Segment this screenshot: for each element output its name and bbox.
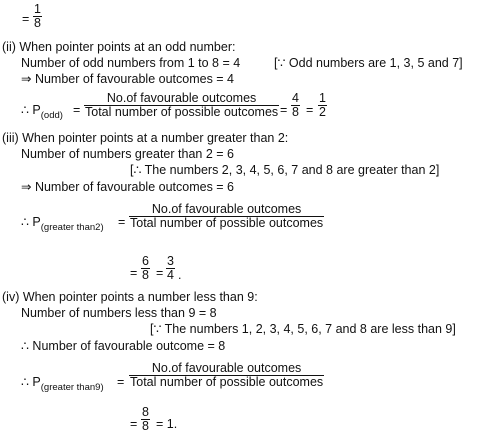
part-ii-result-2-denominator: 2	[319, 105, 326, 119]
part-iv-count: Number of numbers less than 9 = 8	[21, 306, 217, 320]
part-iii-result-2-numerator: 3	[167, 254, 174, 268]
part-iv-equals-r: =	[130, 417, 138, 431]
part-iii-equals-r1: =	[130, 266, 138, 280]
part-iii-result-fraction-1	[141, 255, 150, 282]
part-iii-equals-1: =	[118, 215, 126, 229]
part-iii-note: [∴ The numbers 2, 3, 4, 5, 6, 7 and 8 are greater than 2]	[130, 163, 440, 177]
part-ii-result-fraction-2	[318, 92, 327, 119]
part-ii-formula-fraction	[84, 92, 279, 119]
part-iii-result-1-denominator: 8	[142, 268, 149, 282]
part-ii-result-1-denominator: 8	[292, 105, 299, 119]
part-iv-result-denominator: 8	[142, 419, 149, 433]
part-iv-note: [∵ The numbers 1, 2, 3, 4, 5, 6, 7 and 8 are less than 9]	[150, 322, 456, 336]
part-ii-result-2-numerator: 1	[319, 91, 326, 105]
part-iii-equals-r2: =	[156, 266, 164, 280]
part-iv-equals-1: =	[117, 375, 125, 389]
part-ii-result-fraction-1	[291, 92, 300, 119]
part-iv-favourable: ∴ Number of favourable outcome = 8	[21, 339, 226, 353]
part-ii-equals-3: =	[306, 103, 314, 117]
part-iii-result-1-numerator: 6	[142, 254, 149, 268]
part-ii-equals-1: =	[73, 103, 81, 117]
part-iv-result-numerator: 8	[142, 405, 149, 419]
part-ii-result-1-numerator: 4	[292, 91, 299, 105]
part-ii-favourable: ⇒ Number of favourable outcomes = 4	[21, 72, 235, 86]
part-iv-result-fraction	[141, 406, 150, 433]
part-iii-count: Number of numbers greater than 2 = 6	[21, 147, 234, 161]
part-ii-heading: (ii) When pointer points at an odd number:	[2, 40, 236, 54]
part-iv-formula-denominator: Total number of possible outcomes	[130, 375, 324, 389]
part-iv-result: = 1.	[156, 417, 178, 431]
part-ii-formula-numerator: No.of favourable outcomes	[84, 92, 279, 106]
part-iv-formula-fraction	[129, 362, 324, 389]
part-iii-result-fraction-2	[166, 255, 175, 282]
part-ii-probability-label: ∴ $P_{(odd)}$	[21, 103, 63, 121]
part-iii-favourable: ⇒ Number of favourable outcomes = 6	[21, 180, 235, 194]
part-iii-probability-label: ∴ $P_{(greater than2)}$	[21, 215, 104, 233]
part-iii-heading: (iii) When pointer points at a number greater than 2:	[2, 131, 289, 145]
part-iv-heading: (iv) When pointer points a number less than 9:	[2, 290, 258, 304]
intro-equals: =	[22, 12, 30, 26]
part-iii-formula-denominator: Total number of possible outcomes	[130, 216, 324, 230]
intro-fraction	[33, 3, 42, 30]
part-iii-period: .	[178, 268, 182, 282]
intro-fraction-numerator: 1	[34, 2, 41, 16]
part-iv-probability-label: ∴ $P_{(greater than9)}$	[21, 375, 104, 393]
part-iv-formula-numerator: No.of favourable outcomes	[129, 362, 324, 376]
intro-fraction-denominator: 8	[34, 16, 41, 30]
part-ii-note: [∵ Odd numbers are 1, 3, 5 and 7]	[274, 56, 463, 70]
part-ii-count: Number of odd numbers from 1 to 8 = 4	[21, 56, 241, 70]
part-ii-formula-denominator: Total number of possible outcomes	[85, 105, 279, 119]
part-iii-formula-numerator: No.of favourable outcomes	[129, 203, 324, 217]
part-iii-result-2-denominator: 4	[167, 268, 174, 282]
part-ii-equals-2: =	[280, 103, 288, 117]
part-iii-formula-fraction	[129, 203, 324, 230]
